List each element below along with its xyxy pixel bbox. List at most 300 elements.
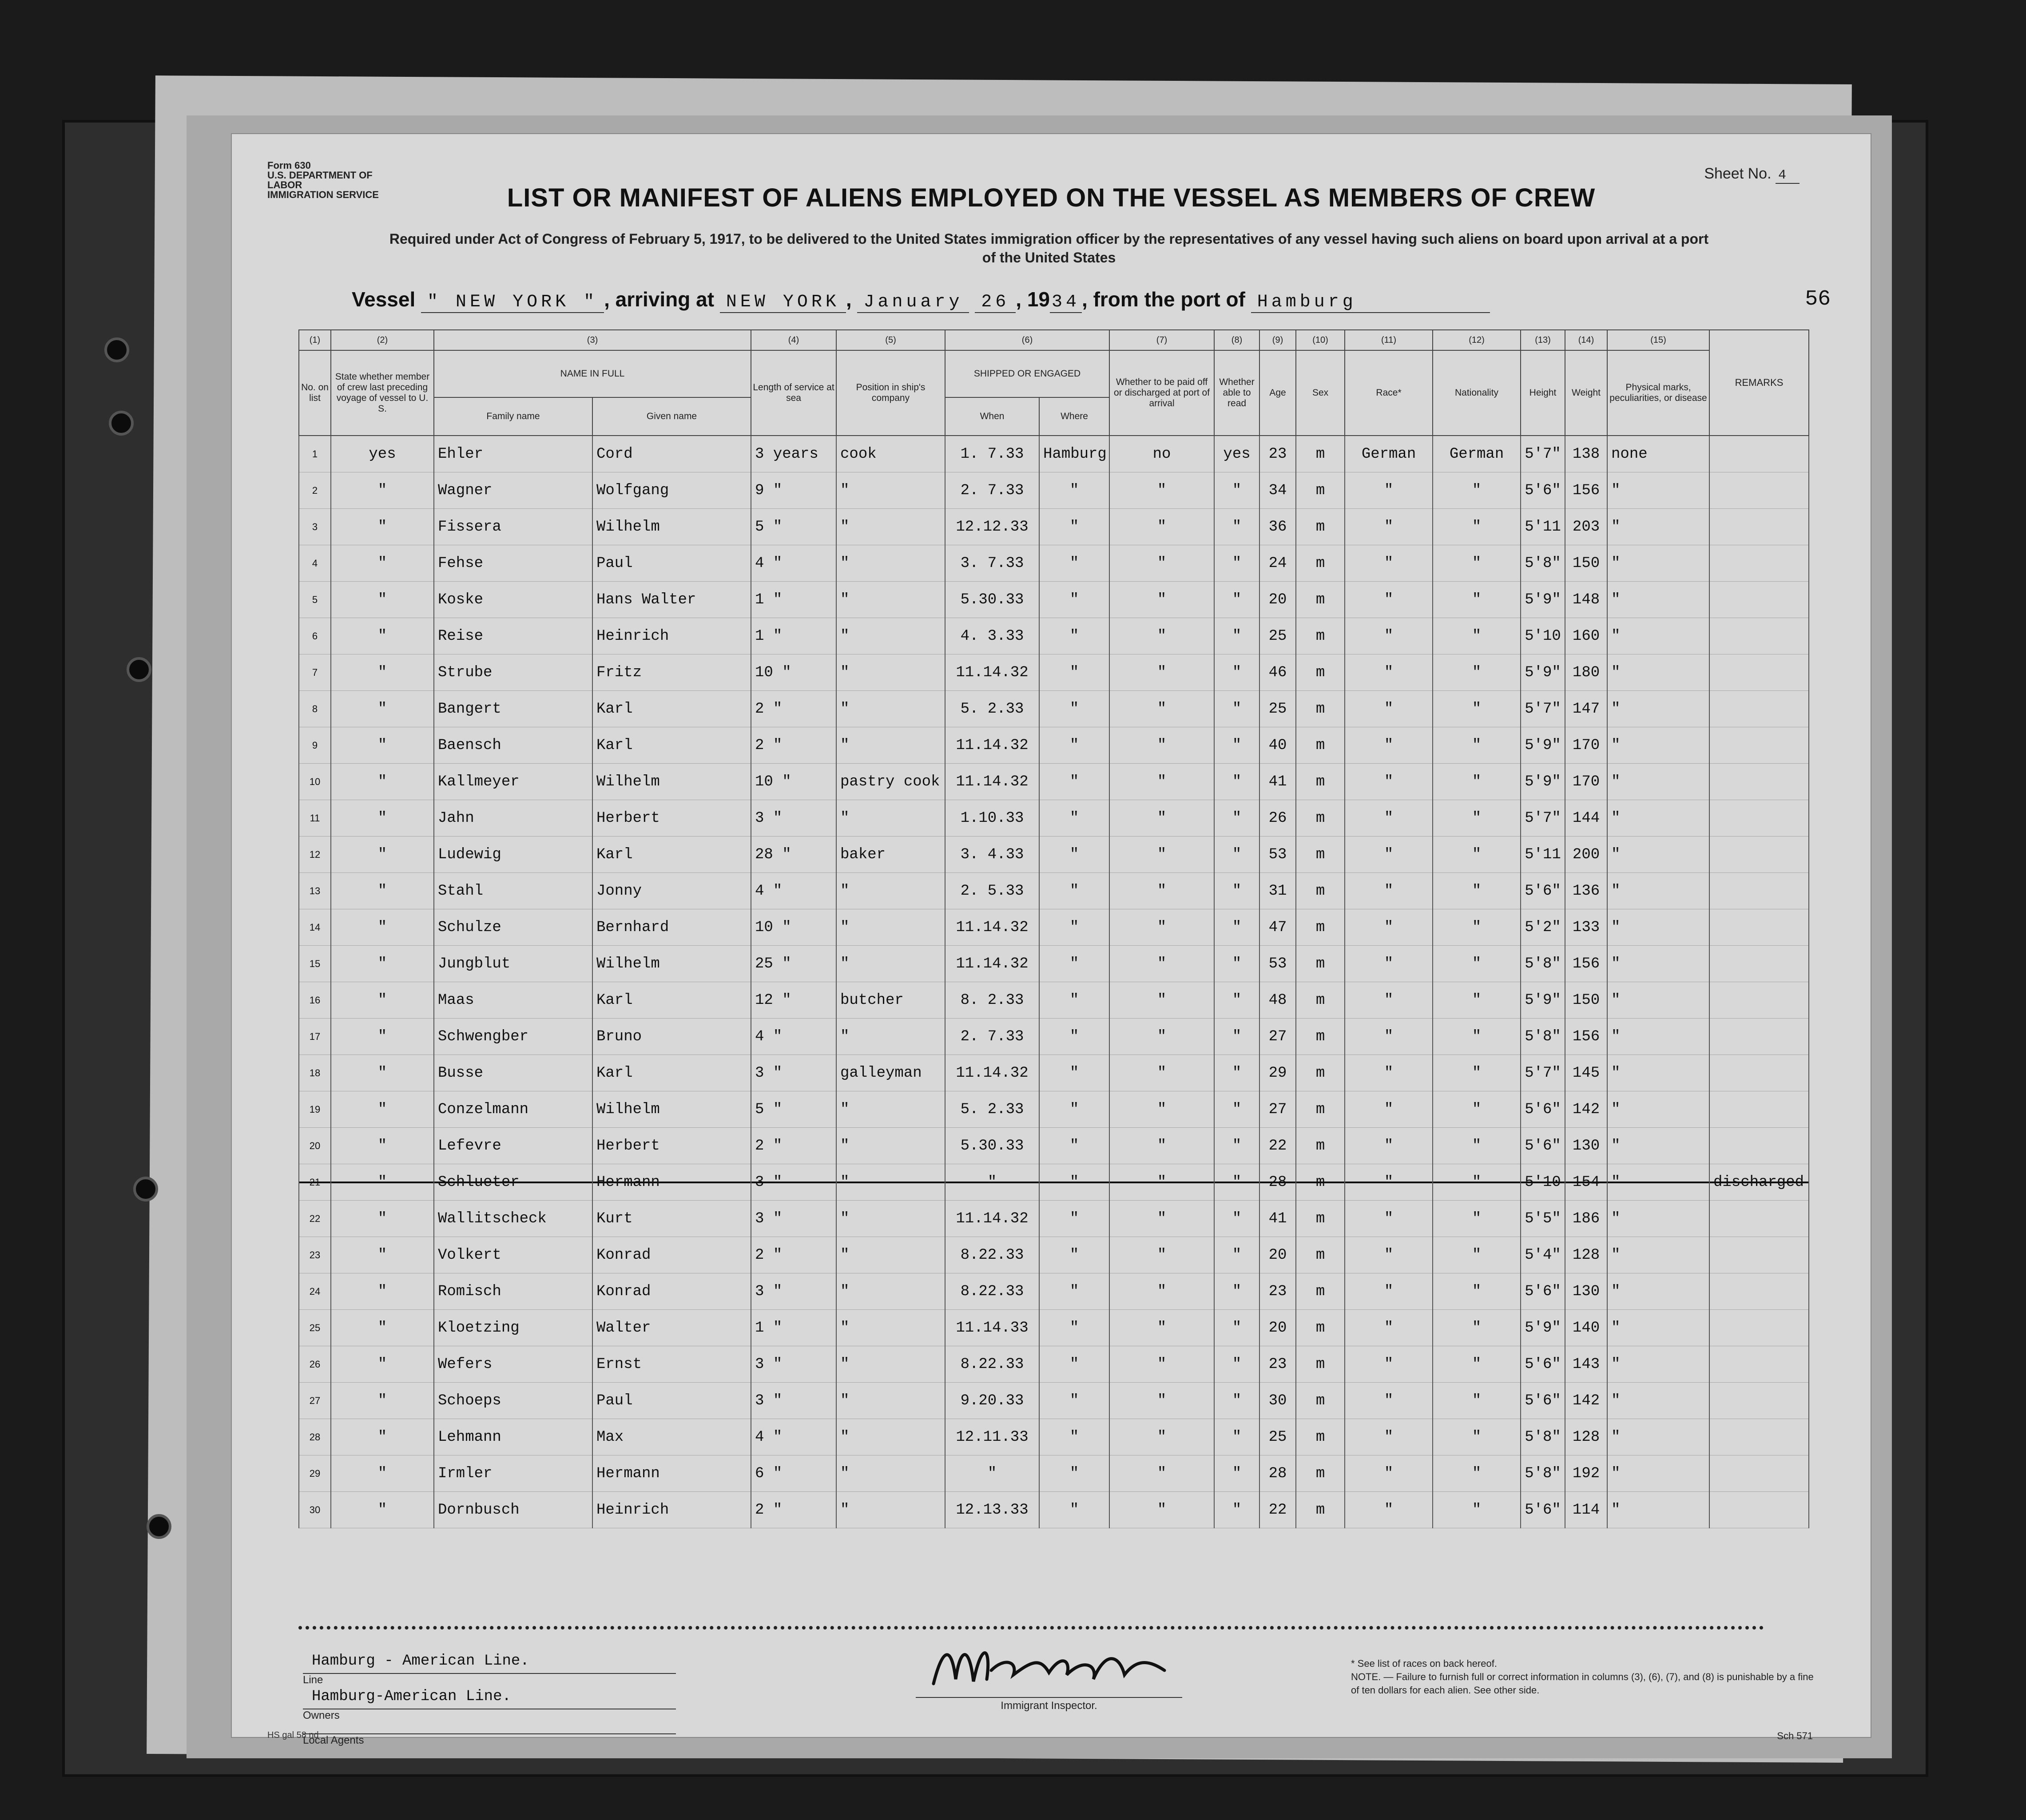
height-cell: 5'6" — [1521, 472, 1565, 509]
family-name-cell: Volkert — [434, 1237, 592, 1273]
position-cell: " — [836, 472, 945, 509]
shipped-when-cell: 3. 7.33 — [945, 545, 1039, 582]
paid-off-cell: " — [1109, 618, 1214, 654]
col-num: (9) — [1259, 330, 1296, 350]
family-name-cell: Schwengber — [434, 1019, 592, 1055]
crew-number-cell: 23 — [299, 1237, 331, 1273]
col-num: (13) — [1521, 330, 1565, 350]
position-cell: pastry cook — [836, 764, 945, 800]
position-cell: " — [836, 1419, 945, 1455]
binder-hole — [133, 1177, 158, 1201]
remarks-cell — [1709, 1346, 1809, 1383]
crew-number-cell: 27 — [299, 1383, 331, 1419]
physical-marks-cell: none — [1607, 436, 1709, 472]
age-cell: 29 — [1259, 1055, 1296, 1091]
crew-number-cell: 30 — [299, 1492, 331, 1528]
given-name-cell: Heinrich — [592, 1492, 751, 1528]
length-of-service-cell: 4 " — [751, 1019, 836, 1055]
given-name-cell: Jonny — [592, 873, 751, 909]
previous-voyage-cell: " — [331, 618, 434, 654]
age-cell: 27 — [1259, 1091, 1296, 1128]
given-name-cell: Heinrich — [592, 618, 751, 654]
length-of-service-cell: 9 " — [751, 472, 836, 509]
position-cell: " — [836, 1201, 945, 1237]
physical-marks-cell: " — [1607, 1273, 1709, 1310]
length-of-service-cell: 4 " — [751, 873, 836, 909]
remarks-cell — [1709, 946, 1809, 982]
position-cell: " — [836, 618, 945, 654]
able-to-read-cell: " — [1214, 1273, 1259, 1310]
age-cell: 48 — [1259, 982, 1296, 1019]
remarks-cell — [1709, 873, 1809, 909]
closing-dotted-line — [298, 1626, 1764, 1630]
paid-off-cell: " — [1109, 1164, 1214, 1201]
shipped-when-cell: 12.12.33 — [945, 509, 1039, 545]
paid-off-cell: " — [1109, 727, 1214, 764]
crew-number-cell: 10 — [299, 764, 331, 800]
weight-cell: 150 — [1565, 982, 1607, 1019]
remarks-cell: discharged — [1709, 1164, 1809, 1201]
race-cell: " — [1345, 1201, 1433, 1237]
col-sex: Sex — [1296, 350, 1345, 436]
height-cell: 5'6" — [1521, 1346, 1565, 1383]
length-of-service-cell: 4 " — [751, 1419, 836, 1455]
physical-marks-cell: " — [1607, 1055, 1709, 1091]
remarks-cell — [1709, 1237, 1809, 1273]
family-name-cell: Ehler — [434, 436, 592, 472]
previous-voyage-cell: " — [331, 582, 434, 618]
race-cell: " — [1345, 509, 1433, 545]
nationality-cell: " — [1433, 946, 1521, 982]
previous-voyage-cell: " — [331, 764, 434, 800]
height-cell: 5'9" — [1521, 582, 1565, 618]
weight-cell: 150 — [1565, 545, 1607, 582]
height-cell: 5'8" — [1521, 545, 1565, 582]
position-cell: " — [836, 1455, 945, 1492]
col-previous-voyage: State whether member of crew last preceding voyage of vessel to U. S. — [331, 350, 434, 436]
sex-cell: m — [1296, 691, 1345, 727]
shipped-where-cell: " — [1039, 1455, 1109, 1492]
crew-number-cell: 11 — [299, 800, 331, 837]
nationality-cell: German — [1433, 436, 1521, 472]
family-name-cell: Wagner — [434, 472, 592, 509]
position-cell: " — [836, 1237, 945, 1273]
nationality-cell: " — [1433, 472, 1521, 509]
shipped-where-cell: " — [1039, 1128, 1109, 1164]
sex-cell: m — [1296, 873, 1345, 909]
able-to-read-cell: " — [1214, 1455, 1259, 1492]
height-cell: 5'6" — [1521, 1091, 1565, 1128]
race-cell: " — [1345, 727, 1433, 764]
able-to-read-cell: " — [1214, 1091, 1259, 1128]
race-cell: " — [1345, 582, 1433, 618]
previous-voyage-cell: " — [331, 1201, 434, 1237]
shipped-where-cell: Hamburg — [1039, 436, 1109, 472]
shipped-where-cell: " — [1039, 764, 1109, 800]
weight-cell: 144 — [1565, 800, 1607, 837]
position-cell: " — [836, 727, 945, 764]
shipped-where-cell: " — [1039, 1019, 1109, 1055]
table-row — [299, 545, 1809, 582]
table-row — [299, 436, 1809, 472]
length-of-service-cell: 3 " — [751, 1273, 836, 1310]
height-cell: 5'10 — [1521, 618, 1565, 654]
remarks-cell — [1709, 1273, 1809, 1310]
shipped-where-cell: " — [1039, 582, 1109, 618]
race-cell: " — [1345, 1055, 1433, 1091]
length-of-service-cell: 3 " — [751, 1346, 836, 1383]
table-row — [299, 946, 1809, 982]
height-cell: 5'9" — [1521, 764, 1565, 800]
given-name-cell: Wolfgang — [592, 472, 751, 509]
paid-off-cell: " — [1109, 1128, 1214, 1164]
height-cell: 5'9" — [1521, 654, 1565, 691]
col-paid-off: Whether to be paid off or discharged at port of arrival — [1109, 350, 1214, 436]
weight-cell: 142 — [1565, 1091, 1607, 1128]
col-num: (8) — [1214, 330, 1259, 350]
nationality-cell: " — [1433, 1273, 1521, 1310]
shipped-when-cell: " — [945, 1164, 1039, 1201]
race-cell: " — [1345, 1273, 1433, 1310]
sex-cell: m — [1296, 1201, 1345, 1237]
col-where: Where — [1039, 397, 1109, 436]
page-title: LIST OR MANIFEST OF ALIENS EMPLOYED ON THE VESSEL AS MEMBERS OF CREW — [507, 183, 1596, 212]
given-name-cell: Karl — [592, 1055, 751, 1091]
table-row — [299, 1164, 1809, 1201]
sex-cell: m — [1296, 1128, 1345, 1164]
given-name-cell: Herbert — [592, 1128, 751, 1164]
previous-voyage-cell: " — [331, 1419, 434, 1455]
given-name-cell: Karl — [592, 691, 751, 727]
table-row — [299, 1455, 1809, 1492]
physical-marks-cell: " — [1607, 946, 1709, 982]
height-cell: 5'11 — [1521, 837, 1565, 873]
nationality-cell: " — [1433, 1164, 1521, 1201]
col-num: (14) — [1565, 330, 1607, 350]
binder-hole — [127, 657, 151, 682]
shipped-where-cell: " — [1039, 1164, 1109, 1201]
length-of-service-cell: 2 " — [751, 1128, 836, 1164]
able-to-read-cell: " — [1214, 1419, 1259, 1455]
position-cell: " — [836, 691, 945, 727]
remarks-cell — [1709, 1091, 1809, 1128]
sex-cell: m — [1296, 1164, 1345, 1201]
nationality-cell: " — [1433, 837, 1521, 873]
age-cell: 20 — [1259, 1237, 1296, 1273]
physical-marks-cell: " — [1607, 1201, 1709, 1237]
paid-off-cell: " — [1109, 1273, 1214, 1310]
shipped-when-cell: 11.14.32 — [945, 727, 1039, 764]
crew-number-cell: 6 — [299, 618, 331, 654]
shipped-when-cell: 5.30.33 — [945, 582, 1039, 618]
position-cell: " — [836, 1310, 945, 1346]
family-name-cell: Reise — [434, 618, 592, 654]
given-name-cell: Karl — [592, 982, 751, 1019]
remarks-cell — [1709, 1383, 1809, 1419]
race-cell: " — [1345, 472, 1433, 509]
table-row — [299, 1383, 1809, 1419]
previous-voyage-cell: " — [331, 1019, 434, 1055]
col-num: (4) — [751, 330, 836, 350]
shipped-when-cell: 5. 2.33 — [945, 691, 1039, 727]
length-of-service-cell: 3 " — [751, 800, 836, 837]
race-cell: " — [1345, 982, 1433, 1019]
paid-off-cell: " — [1109, 982, 1214, 1019]
nationality-cell: " — [1433, 1201, 1521, 1237]
previous-voyage-cell: " — [331, 1455, 434, 1492]
age-cell: 53 — [1259, 837, 1296, 873]
print-code: HS gal 58 nd — [267, 1730, 319, 1740]
table-row — [299, 837, 1809, 873]
weight-cell: 140 — [1565, 1310, 1607, 1346]
col-num: (12) — [1433, 330, 1521, 350]
col-name-in-full: NAME IN FULL — [434, 350, 751, 397]
crew-number-cell: 17 — [299, 1019, 331, 1055]
given-name-cell: Fritz — [592, 654, 751, 691]
weight-cell: 145 — [1565, 1055, 1607, 1091]
height-cell: 5'9" — [1521, 1310, 1565, 1346]
age-cell: 25 — [1259, 691, 1296, 727]
race-cell: " — [1345, 1128, 1433, 1164]
race-footnote: * See list of races on back hereof. — [1351, 1658, 1497, 1669]
race-cell: " — [1345, 1492, 1433, 1528]
sex-cell: m — [1296, 545, 1345, 582]
shipped-when-cell: 1. 7.33 — [945, 436, 1039, 472]
family-name-cell: Ludewig — [434, 837, 592, 873]
page-subtitle: Required under Act of Congress of February 5, 1917, to be delivered to the United States immigration officer by the representatives of any vessel having such aliens on board upon arrival at a port of the United States — [389, 231, 1709, 266]
previous-voyage-cell: " — [331, 727, 434, 764]
physical-marks-cell: " — [1607, 509, 1709, 545]
able-to-read-cell: " — [1214, 618, 1259, 654]
previous-voyage-cell: yes — [331, 436, 434, 472]
shipped-when-cell: 4. 3.33 — [945, 618, 1039, 654]
length-of-service-cell: 10 " — [751, 764, 836, 800]
shipped-when-cell: 1.10.33 — [945, 800, 1039, 837]
age-cell: 47 — [1259, 909, 1296, 946]
col-num: (2) — [331, 330, 434, 350]
physical-marks-cell: " — [1607, 545, 1709, 582]
shipped-where-cell: " — [1039, 509, 1109, 545]
crew-number-cell: 28 — [299, 1419, 331, 1455]
age-cell: 41 — [1259, 1201, 1296, 1237]
race-cell: " — [1345, 764, 1433, 800]
weight-cell: 156 — [1565, 946, 1607, 982]
able-to-read-cell: " — [1214, 545, 1259, 582]
shipped-where-cell: " — [1039, 1492, 1109, 1528]
shipped-when-cell: 11.14.32 — [945, 764, 1039, 800]
paid-off-cell: " — [1109, 909, 1214, 946]
owners-value: Hamburg-American Line. — [303, 1688, 676, 1709]
sex-cell: m — [1296, 764, 1345, 800]
able-to-read-cell: " — [1214, 873, 1259, 909]
table-row — [299, 1201, 1809, 1237]
physical-marks-cell: " — [1607, 764, 1709, 800]
paid-off-cell: " — [1109, 1201, 1214, 1237]
height-cell: 5'7" — [1521, 691, 1565, 727]
shipped-where-cell: " — [1039, 800, 1109, 837]
manifest-sheet — [231, 133, 1871, 1746]
paid-off-cell: " — [1109, 764, 1214, 800]
nationality-cell: " — [1433, 1492, 1521, 1528]
given-name-cell: Konrad — [592, 1237, 751, 1273]
shipped-when-cell: 11.14.32 — [945, 1055, 1039, 1091]
physical-marks-cell: " — [1607, 909, 1709, 946]
previous-voyage-cell: " — [331, 1346, 434, 1383]
line-label: Line — [303, 1674, 323, 1686]
able-to-read-cell: " — [1214, 1310, 1259, 1346]
length-of-service-cell: 6 " — [751, 1455, 836, 1492]
shipped-when-cell: 8.22.33 — [945, 1346, 1039, 1383]
family-name-cell: Wefers — [434, 1346, 592, 1383]
col-height: Height — [1521, 350, 1565, 436]
paid-off-cell: " — [1109, 1455, 1214, 1492]
nationality-cell: " — [1433, 1383, 1521, 1419]
sex-cell: m — [1296, 1091, 1345, 1128]
inspector-signature-block — [885, 1630, 1213, 1712]
shipped-where-cell: " — [1039, 1237, 1109, 1273]
height-cell: 5'8" — [1521, 1419, 1565, 1455]
weight-cell: 133 — [1565, 909, 1607, 946]
arrival-day: 26 — [975, 292, 1016, 313]
height-cell: 5'11 — [1521, 509, 1565, 545]
crew-number-cell: 13 — [299, 873, 331, 909]
col-length-of-service: Length of service at sea — [751, 350, 836, 436]
remarks-cell — [1709, 727, 1809, 764]
previous-voyage-cell: " — [331, 1310, 434, 1346]
position-cell: " — [836, 1273, 945, 1310]
col-num: (11) — [1345, 330, 1433, 350]
age-cell: 24 — [1259, 545, 1296, 582]
race-cell: " — [1345, 1383, 1433, 1419]
physical-marks-cell: " — [1607, 1128, 1709, 1164]
height-cell: 5'2" — [1521, 909, 1565, 946]
given-name-cell: Walter — [592, 1310, 751, 1346]
remarks-cell — [1709, 1310, 1809, 1346]
family-name-cell: Bangert — [434, 691, 592, 727]
sex-cell: m — [1296, 1273, 1345, 1310]
crew-number-cell: 24 — [299, 1273, 331, 1310]
remarks-cell — [1709, 909, 1809, 946]
previous-voyage-cell: " — [331, 1492, 434, 1528]
weight-cell: 114 — [1565, 1492, 1607, 1528]
able-to-read-cell: " — [1214, 1346, 1259, 1383]
col-remarks: REMARKS — [1709, 330, 1809, 436]
age-cell: 25 — [1259, 618, 1296, 654]
length-of-service-cell: 5 " — [751, 1091, 836, 1128]
age-cell: 36 — [1259, 509, 1296, 545]
age-cell: 27 — [1259, 1019, 1296, 1055]
crew-number-cell: 19 — [299, 1091, 331, 1128]
table-row — [299, 800, 1809, 837]
crew-number-cell: 12 — [299, 837, 331, 873]
height-cell: 5'4" — [1521, 1237, 1565, 1273]
nationality-cell: " — [1433, 618, 1521, 654]
shipped-when-cell: 3. 4.33 — [945, 837, 1039, 873]
paid-off-cell: " — [1109, 1310, 1214, 1346]
col-able-to-read: Whether able to read — [1214, 350, 1259, 436]
remarks-cell — [1709, 582, 1809, 618]
physical-marks-cell: " — [1607, 582, 1709, 618]
binder-hole — [109, 411, 134, 436]
table-row — [299, 1237, 1809, 1273]
crew-number-cell: 22 — [299, 1201, 331, 1237]
able-to-read-cell: " — [1214, 1164, 1259, 1201]
table-row — [299, 1492, 1809, 1528]
shipped-when-cell: 2. 7.33 — [945, 1019, 1039, 1055]
nationality-cell: " — [1433, 1419, 1521, 1455]
remarks-cell — [1709, 691, 1809, 727]
remarks-cell — [1709, 800, 1809, 837]
paid-off-cell: " — [1109, 837, 1214, 873]
penalty-note: NOTE. — Failure to furnish full or correct information in columns (3), (6), (7), and (8) is punishable by a fine of ten dollars for each alien. See other side. — [1351, 1671, 1814, 1696]
weight-cell: 142 — [1565, 1383, 1607, 1419]
remarks-cell — [1709, 1055, 1809, 1091]
shipped-where-cell: " — [1039, 727, 1109, 764]
shipped-where-cell: " — [1039, 909, 1109, 946]
race-cell: " — [1345, 873, 1433, 909]
col-num: (7) — [1109, 330, 1214, 350]
sex-cell: m — [1296, 618, 1345, 654]
physical-marks-cell: " — [1607, 1237, 1709, 1273]
previous-voyage-cell: " — [331, 909, 434, 946]
position-cell: " — [836, 946, 945, 982]
nationality-cell: " — [1433, 1237, 1521, 1273]
nationality-cell: " — [1433, 1019, 1521, 1055]
given-name-cell: Hans Walter — [592, 582, 751, 618]
table-row — [299, 764, 1809, 800]
shipped-where-cell: " — [1039, 1346, 1109, 1383]
height-cell: 5'7" — [1521, 1055, 1565, 1091]
able-to-read-cell: " — [1214, 982, 1259, 1019]
sex-cell: m — [1296, 1019, 1345, 1055]
position-cell: " — [836, 873, 945, 909]
able-to-read-cell: " — [1214, 1383, 1259, 1419]
length-of-service-cell: 10 " — [751, 909, 836, 946]
given-name-cell: Hermann — [592, 1164, 751, 1201]
paid-off-cell: " — [1109, 1055, 1214, 1091]
shipped-when-cell: 8.22.33 — [945, 1237, 1039, 1273]
crew-number-cell: 29 — [299, 1455, 331, 1492]
length-of-service-cell: 1 " — [751, 1310, 836, 1346]
family-name-cell: Maas — [434, 982, 592, 1019]
table-row — [299, 1273, 1809, 1310]
remarks-cell — [1709, 654, 1809, 691]
remarks-cell — [1709, 1128, 1809, 1164]
physical-marks-cell: " — [1607, 800, 1709, 837]
race-cell: " — [1345, 909, 1433, 946]
able-to-read-cell: " — [1214, 764, 1259, 800]
year-prefix: , 19 — [1016, 288, 1050, 311]
family-name-cell: Baensch — [434, 727, 592, 764]
arrival-year: 34 — [1050, 292, 1082, 313]
physical-marks-cell: " — [1607, 1019, 1709, 1055]
shipped-when-cell: 9.20.33 — [945, 1383, 1039, 1419]
given-name-cell: Bruno — [592, 1019, 751, 1055]
weight-cell: 180 — [1565, 654, 1607, 691]
height-cell: 5'6" — [1521, 1492, 1565, 1528]
shipped-where-cell: " — [1039, 1201, 1109, 1237]
shipped-where-cell: " — [1039, 1273, 1109, 1310]
previous-voyage-cell: " — [331, 800, 434, 837]
given-name-cell: Wilhelm — [592, 509, 751, 545]
shipped-where-cell: " — [1039, 654, 1109, 691]
remarks-cell — [1709, 472, 1809, 509]
owners-label: Owners — [303, 1709, 340, 1721]
crew-number-cell: 5 — [299, 582, 331, 618]
remarks-cell — [1709, 1419, 1809, 1455]
remarks-cell — [1709, 618, 1809, 654]
physical-marks-cell: " — [1607, 1310, 1709, 1346]
